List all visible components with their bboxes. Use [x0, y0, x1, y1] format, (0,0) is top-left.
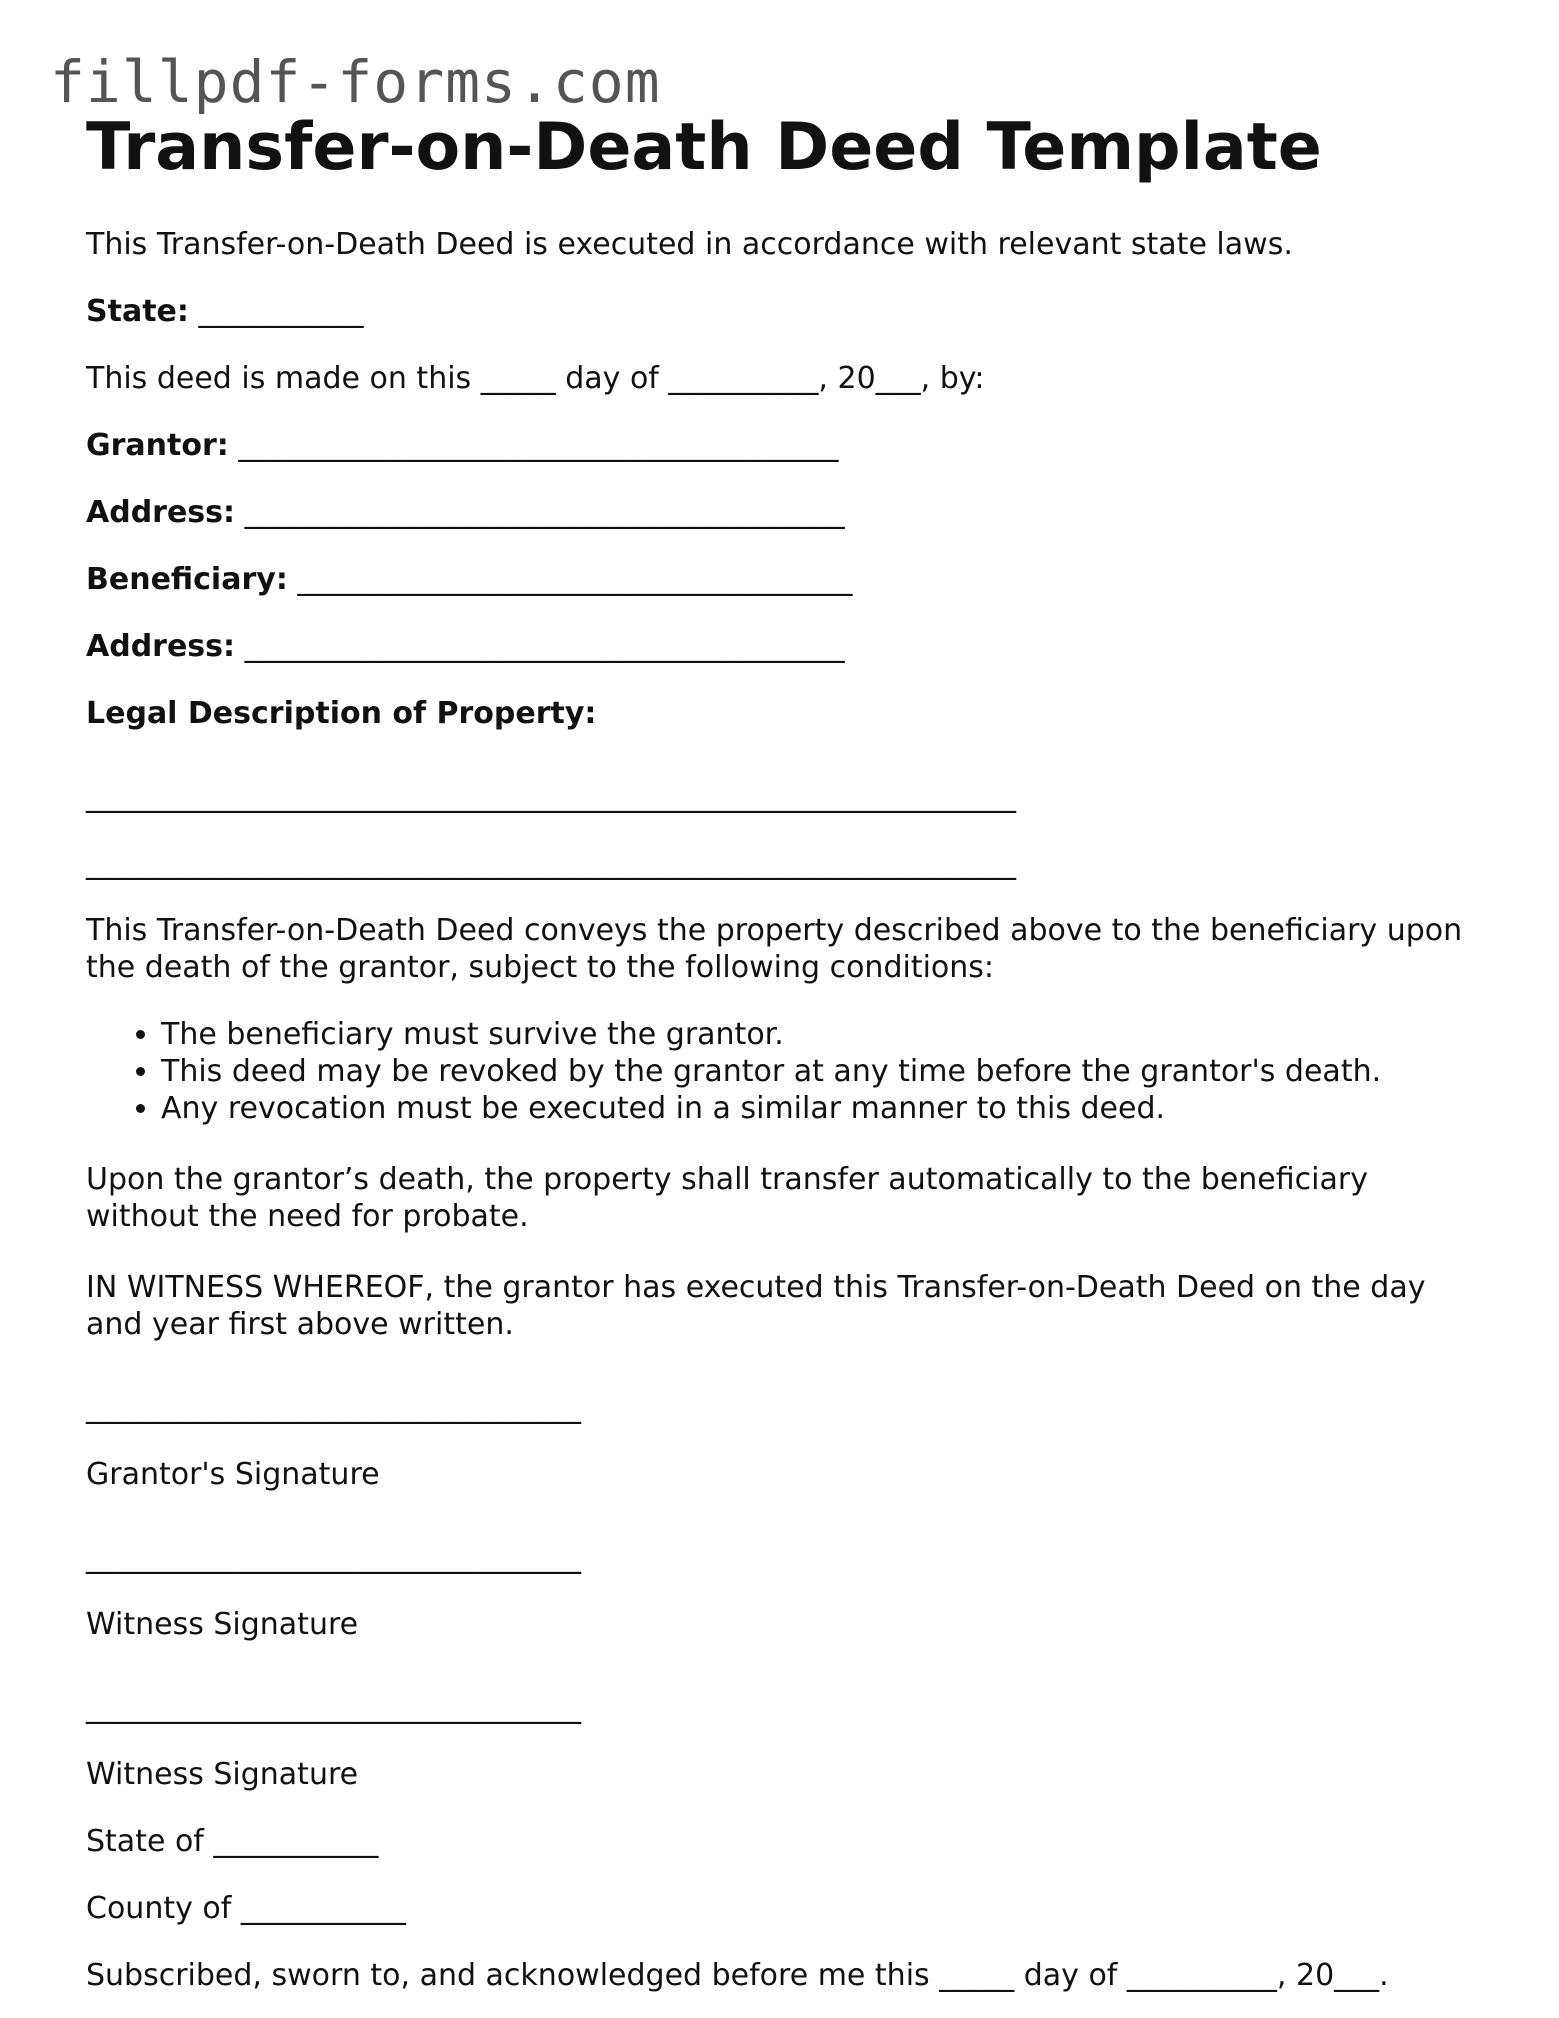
grantor-address-field	[86, 494, 1486, 531]
legal-description-line-1[interactable]: ______________________________________________________________	[86, 779, 1016, 814]
state-blank[interactable]: ___________	[198, 294, 364, 329]
deed-date-line: This deed is made on this _____ day of __________, 20___, by:	[86, 361, 985, 396]
beneficiary-field	[86, 561, 1486, 598]
witness-signature-label-2: Witness Signature	[86, 1757, 359, 1792]
conditions-list	[86, 1016, 1486, 1127]
beneficiary-label: Beneficiary:	[86, 562, 288, 597]
notary-county-line: County of ___________	[86, 1891, 406, 1926]
grantor-address-label: Address:	[86, 495, 236, 530]
document-title: Transfer-on-Death Deed Template	[86, 110, 1322, 185]
witness-paragraph: IN WITNESS WHEREOF, the grantor has executed this Transfer-on-Death Deed on the day and year first above written.	[86, 1270, 1426, 1342]
beneficiary-address-label: Address:	[86, 629, 236, 664]
grantor-label: Grantor:	[86, 428, 229, 463]
legal-description-line-2[interactable]: ______________________________________________________________	[86, 846, 1016, 881]
notary-state-line: State of ___________	[86, 1824, 379, 1859]
list-item: • Any revocation must be executed in a similar manner to this deed.	[161, 1090, 1486, 1127]
witness-signature-line-1[interactable]: _________________________________	[86, 1540, 581, 1575]
conveys-paragraph: This Transfer-on-Death Deed conveys the property described above to the beneficiary upon the death of the grantor, subject to the following conditions:	[86, 913, 1463, 985]
watermark: fillpdf-forms.com	[50, 48, 661, 116]
state-field	[86, 293, 1486, 330]
list-item: • The beneficiary must survive the grantor.	[161, 1016, 1486, 1053]
grantor-address-blank[interactable]: ________________________________________	[244, 495, 845, 530]
grantor-signature-label: Grantor's Signature	[86, 1457, 380, 1492]
list-item: • This deed may be revoked by the grantor at any time before the grantor's death.	[161, 1053, 1486, 1090]
intro-paragraph: This Transfer-on-Death Deed is executed in accordance with relevant state laws.	[86, 227, 1293, 262]
legal-description-label: Legal Description of Property:	[86, 696, 597, 731]
notary-subscribed-line: Subscribed, sworn to, and acknowledged before me this _____ day of __________, 20___.	[86, 1958, 1389, 1993]
grantor-signature-line[interactable]: _________________________________	[86, 1390, 581, 1425]
legal-description-heading	[86, 695, 1486, 732]
grantor-field	[86, 427, 1486, 464]
state-label: State:	[86, 294, 189, 329]
beneficiary-blank[interactable]: _____________________________________	[297, 562, 853, 597]
transfer-paragraph: Upon the grantor’s death, the property shall transfer automatically to the beneficiary without the need for probate.	[86, 1162, 1368, 1234]
document-page	[86, 108, 1486, 1994]
witness-signature-label-1: Witness Signature	[86, 1607, 359, 1642]
witness-signature-line-2[interactable]: _________________________________	[86, 1690, 581, 1725]
beneficiary-address-blank[interactable]: ________________________________________	[244, 629, 845, 664]
grantor-blank[interactable]: ________________________________________	[238, 428, 839, 463]
beneficiary-address-field	[86, 628, 1486, 665]
